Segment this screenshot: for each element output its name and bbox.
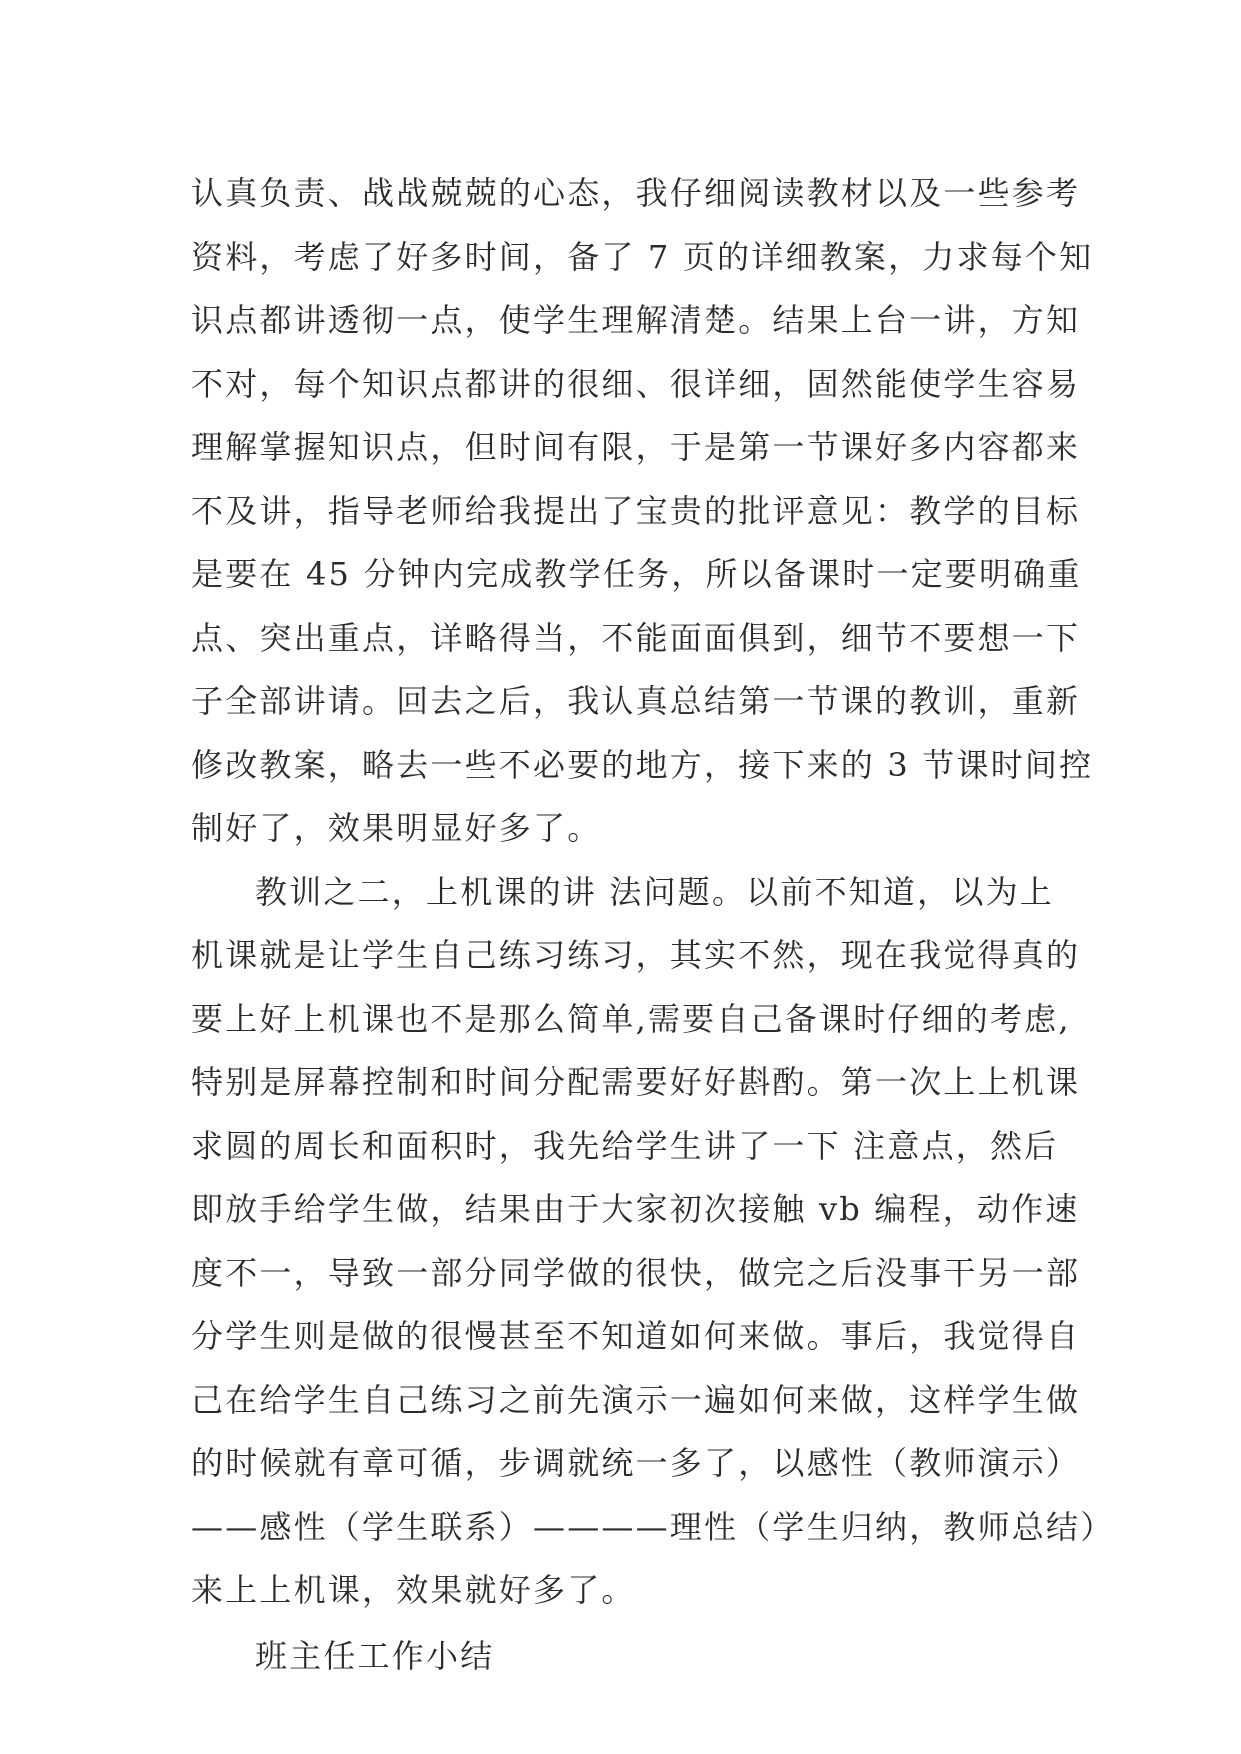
paragraph-line: 分学生则是做的很慢甚至不知道如何来做。事后，我觉得自 (191, 1317, 1081, 1355)
paragraph-line: 资料，考虑了好多时间，备了 7 页的详细教案，力求每个知 (191, 237, 1094, 276)
paragraph-line: 不及讲，指导老师给我提出了宝贵的批评意见：教学的目标 (191, 491, 1081, 530)
paragraph-2 (191, 861, 1115, 1623)
paragraph-line: 要上好上机课也不是那么简单,需要自己备课时仔细的考虑, (191, 999, 1071, 1038)
paragraph-line: 认真负责、战战兢兢的心态，我仔细阅读教材以及一些参考 (191, 174, 1081, 212)
paragraph-line: 制好了，效果明显好多了。 (191, 809, 602, 847)
paragraph-line: 的时候就有章可循，步调就统一多了，以感性（教师演示） (191, 1444, 1081, 1482)
paragraph-1 (191, 162, 1094, 861)
paragraph-line: 己在给学生自己练习之前先演示一遍如何来做，这样学生做 (191, 1380, 1081, 1419)
paragraph-line: 理解掌握知识点，但时间有限，于是第一节课好多内容都来 (191, 428, 1081, 466)
paragraph-line: 机课就是让学生自己练习练习，其实不然，现在我觉得真的 (191, 936, 1081, 974)
paragraph-line: 修改教案，略去一些不必要的地方，接下来的 3 节课时间控 (191, 745, 1094, 784)
document-body (191, 162, 1115, 1688)
paragraph-line: 特别是屏幕控制和时间分配需要好好斟酌。第一次上上机课 (191, 1063, 1081, 1101)
section-heading: 班主任工作小结 (255, 1636, 495, 1675)
paragraph-line: 求圆的周长和面积时，我先给学生讲了一下 注意点，然后 (191, 1126, 1059, 1165)
paragraph-line: ——感性（学生联系）————理性（学生归纳，教师总结） (191, 1507, 1115, 1546)
paragraph-line: 子全部讲请。回去之后，我认真总结第一节课的教训，重新 (191, 682, 1081, 720)
paragraph-line: 识点都讲透彻一点，使学生理解清楚。结果上台一讲，方知 (191, 301, 1081, 339)
paragraph-line: 点、突出重点，详略得当，不能面面俱到，细节不要想一下 (191, 618, 1081, 657)
paragraph-line: 即放手给学生做，结果由于大家初次接触 vb 编程，动作速 (191, 1190, 1080, 1228)
paragraph-line: 来上上机课，效果就好多了。 (191, 1571, 636, 1609)
paragraph-line: 是要在 45 分钟内完成教学任务，所以备课时一定要明确重 (191, 555, 1082, 593)
paragraph-first-line: 教训之二，上机课的讲 法问题。以前不知道，以为上 (255, 872, 1054, 911)
paragraph-line: 不对，每个知识点都讲的很细、很详细，固然能使学生容易 (191, 364, 1081, 403)
paragraph-line: 度不一，导致一部分同学做的很快，做完之后没事干另一部 (191, 1253, 1081, 1292)
